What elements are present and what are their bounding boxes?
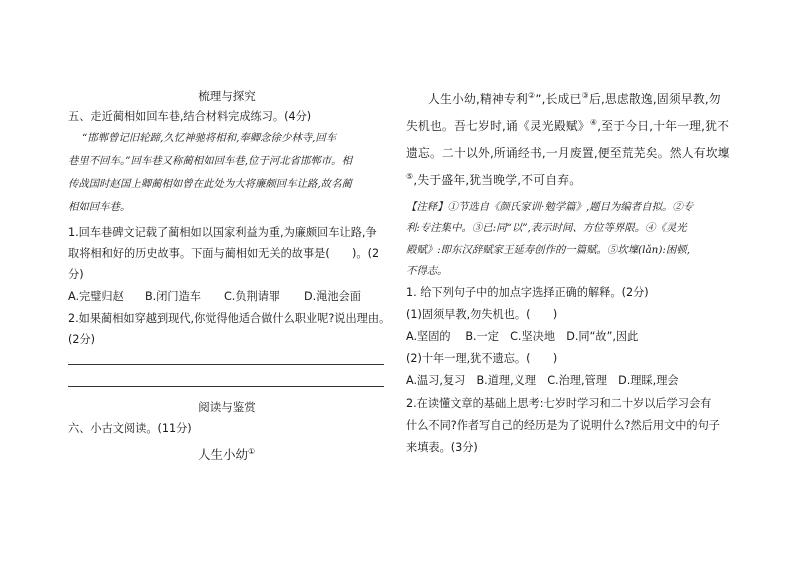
question-5-heading: 五、走近蔺相如回车巷,结合材料完成练习。(4分) [68, 110, 312, 123]
section-title-explore: 梳理与探究 [198, 89, 256, 103]
note-3-marker: ③ [581, 91, 589, 100]
notes-line-3: 殿赋》:即东汉辞赋家王延寿创作的一篇赋。⑤坎壈(lǎn):困顿, [406, 244, 690, 256]
right-q1-sub2: (2)十年一理,犹不遗忘。( ) [406, 352, 558, 365]
q1-line-2: 取将相和好的历史故事。下面与蔺相如无关的故事是( )。(2 [68, 247, 380, 260]
material-line-1: “邯郸曾记旧轮蹄,久忆神驰将相和,奉卿念徐少林寺,回车 [82, 132, 337, 144]
passage-line-2-text: 失机也。吾七岁时,诵《灵光殿赋》 [406, 119, 590, 133]
q1-option-d: D.渑池会面 [304, 290, 361, 303]
q1-option-a: A.完璧归赵 [68, 290, 124, 303]
question-6-heading: 六、小古文阅读。(11分) [68, 422, 192, 435]
right-q1-sub1-options: A.坚固的 B.一定 C.坚决地 D.同“故”,因此 [406, 330, 639, 343]
note-4-marker: ④ [589, 118, 598, 127]
right-q1-sub2-options: A.温习,复习 B.道理,义理 C.治理,管理 D.理睬,理会 [406, 374, 679, 387]
q1-line-1: 1.回车巷碑文记载了蔺相如以国家利益为重,为廉颇回车让路,争 [68, 226, 377, 239]
passage-line-1 [428, 92, 721, 106]
right-q2-line-1: 2.在读懂文章的基础上思考:七岁时学习和二十岁以后学习会有 [406, 397, 712, 410]
notes-line-1: 【注释】①节选自《颜氏家训·勉学篇》,题目为编者自拟。②专 [406, 201, 694, 213]
q1-option-b: B.闭门造车 [145, 290, 201, 303]
passage-line-1-rest2: 后,思虑散逸,固须早教,勿 [588, 92, 721, 106]
passage-title [198, 448, 255, 462]
note-2-marker: ② [527, 91, 536, 100]
passage-line-3: 遗忘。二十以外,所诵经书,一月废置,便至荒芜矣。然人有坎壈 [406, 146, 730, 160]
passage-title-text: 人生小幼 [198, 447, 249, 462]
material-line-4: 相如回车巷。 [68, 201, 131, 213]
q2-line-2: (2分) [68, 333, 96, 346]
passage-line-1-rest: ”,长成已 [535, 92, 582, 106]
material-line-2: 巷里不回车。”回车巷又称蔺相如回车巷,位于河北省邯郸市。相 [68, 155, 352, 167]
passage-line-1-text: 人生小幼,精神专利 [428, 92, 528, 106]
right-q2-line-2: 什么不同?作者写自己的经历是为了说明什么?然后用文中的句子 [406, 419, 720, 432]
notes-line-2: 利:专注集中。③已:同“以”,表示时间、方位等界限。④《灵光 [406, 222, 687, 234]
passage-line-4 [406, 173, 581, 187]
q2-line-1: 2.如果蔺相如穿越到现代,你觉得他适合做什么职业呢?说出理由。 [68, 312, 391, 325]
passage-line-4-rest: ,失于盛年,犹当晚学,不可自弃。 [413, 173, 582, 187]
passage-title-note: ① [248, 447, 256, 456]
answer-line-1[interactable] [68, 364, 384, 365]
q1-option-c: C.负荆请罪 [224, 290, 281, 303]
material-line-3: 传战国时赵国上卿蔺相如曾在此处为大将廉颇回车让路,故名蔺 [68, 178, 352, 190]
notes-line-4: 不得志。 [406, 265, 448, 277]
right-q1-sub1: (1)固须早教,勿失机也。( ) [406, 308, 558, 321]
right-q2-line-3: 来填表。(3分) [406, 441, 478, 454]
right-q1-heading: 1. 给下列句子中的加点字选择正确的解释。(2分) [406, 286, 649, 299]
section-title-reading: 阅读与鉴赏 [198, 400, 256, 414]
passage-line-2 [406, 119, 729, 133]
note-5-marker: ⑤ [406, 172, 414, 181]
answer-line-2[interactable] [68, 386, 384, 387]
passage-line-2-rest: ,至于今日,十年一理,犹不 [597, 119, 730, 133]
q1-line-3: 分) [68, 268, 84, 281]
